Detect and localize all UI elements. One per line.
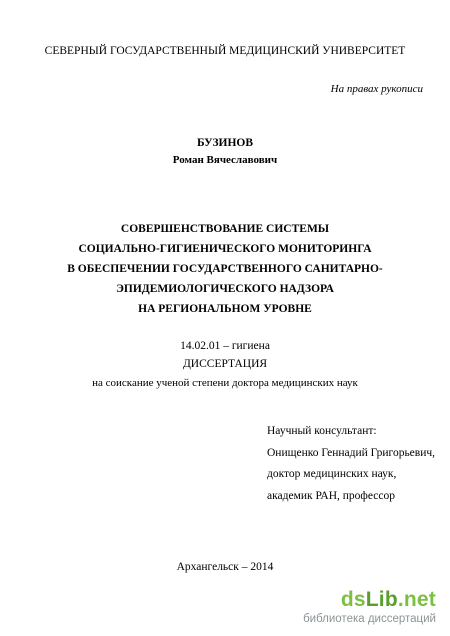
rights-note: На правах рукописи bbox=[330, 83, 423, 95]
consultant-name: Онищенко Геннадий Григорьевич, bbox=[267, 447, 436, 459]
consultant-title: академик РАН, профессор bbox=[267, 490, 395, 502]
thesis-title-line: СОЦИАЛЬНО-ГИГИЕНИЧЕСКОГО МОНИТОРИНГА bbox=[78, 243, 372, 255]
degree-description: на соискание ученой степени доктора медицинских наук bbox=[92, 377, 358, 389]
logo-part-lib: Lib bbox=[365, 588, 398, 611]
author-name: Роман Вячеславович bbox=[172, 154, 278, 166]
university-name: СЕВЕРНЫЙ ГОСУДАРСТВЕННЫЙ МЕДИЦИНСКИЙ УНИВЕРСИТЕТ bbox=[44, 45, 406, 57]
watermark-subtitle: библиотека диссертаций bbox=[303, 613, 436, 625]
thesis-title-line: ЭПИДЕМИОЛОГИЧЕСКОГО НАДЗОРА bbox=[116, 283, 334, 295]
author-surname: БУЗИНОВ bbox=[196, 137, 254, 149]
consultant-heading: Научный консультант: bbox=[267, 425, 377, 437]
dslib-logo bbox=[303, 588, 436, 612]
city-year: Архангельск – 2014 bbox=[176, 561, 274, 573]
thesis-title-line: СОВЕРШЕНСТВОВАНИЕ СИСТЕМЫ bbox=[120, 223, 330, 235]
thesis-title-line: В ОБЕСПЕЧЕНИИ ГОСУДАРСТВЕННОГО САНИТАРНО- bbox=[67, 263, 383, 275]
consultant-degree: доктор медицинских наук, bbox=[267, 468, 397, 480]
thesis-title-line: НА РЕГИОНАЛЬНОМ УРОВНЕ bbox=[138, 303, 312, 315]
logo-part-ds: ds bbox=[340, 588, 366, 611]
logo-part-net: .net bbox=[397, 588, 436, 611]
specialty-code: 14.02.01 – гигиена bbox=[180, 340, 270, 352]
document-type: ДИССЕРТАЦИЯ bbox=[182, 358, 268, 370]
dslib-watermark bbox=[303, 588, 436, 626]
